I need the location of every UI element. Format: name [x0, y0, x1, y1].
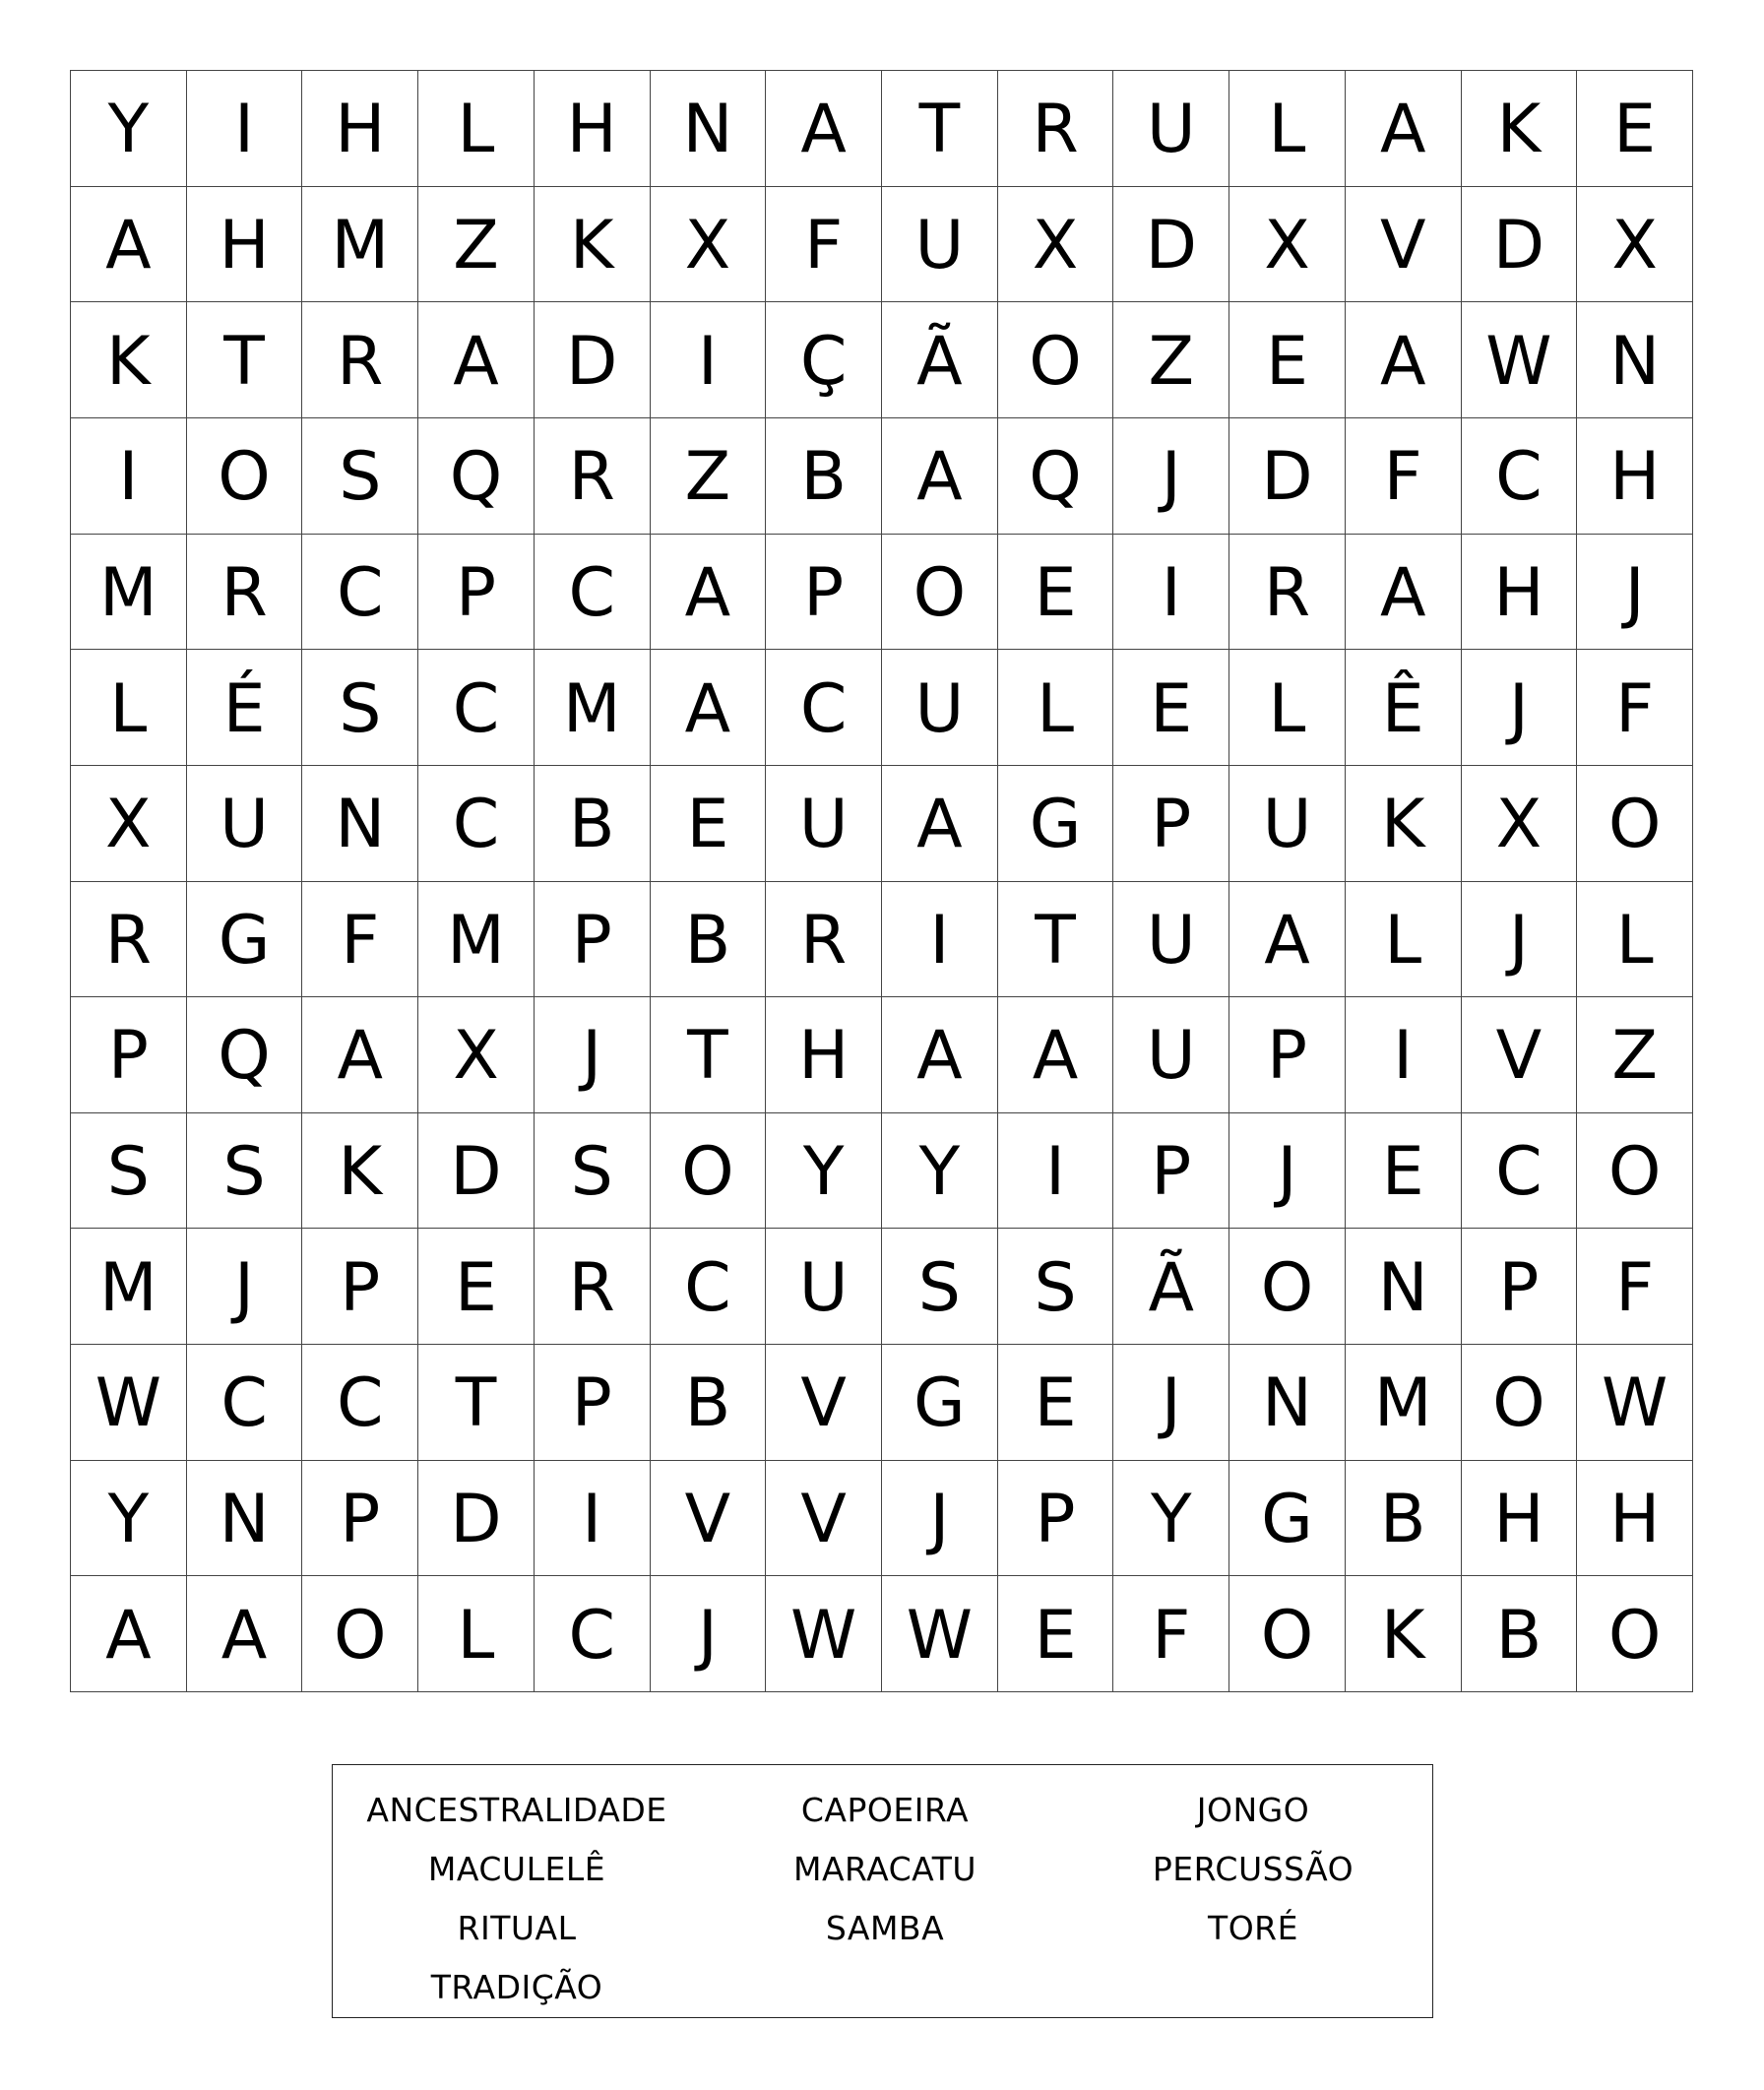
- grid-cell[interactable]: B: [535, 766, 651, 882]
- grid-cell[interactable]: R: [535, 1229, 651, 1345]
- grid-cell[interactable]: O: [1462, 1345, 1578, 1461]
- grid-cell[interactable]: C: [535, 1576, 651, 1692]
- grid-cell[interactable]: M: [1346, 1345, 1462, 1461]
- grid-cell[interactable]: X: [1577, 187, 1693, 303]
- grid-cell[interactable]: B: [651, 882, 767, 998]
- grid-cell[interactable]: P: [418, 535, 535, 651]
- grid-cell[interactable]: P: [535, 882, 651, 998]
- word-item: RITUAL: [457, 1909, 577, 1947]
- grid-cell[interactable]: Q: [187, 997, 303, 1113]
- grid-cell[interactable]: U: [187, 766, 303, 882]
- grid-cell[interactable]: W: [766, 1576, 882, 1692]
- grid-cell[interactable]: C: [1462, 1113, 1578, 1230]
- grid-cell[interactable]: A: [651, 535, 767, 651]
- grid-cell[interactable]: T: [651, 997, 767, 1113]
- grid-cell[interactable]: L: [418, 71, 535, 187]
- grid-cell[interactable]: B: [1346, 1461, 1462, 1577]
- grid-cell[interactable]: C: [766, 650, 882, 766]
- grid-cell[interactable]: C: [302, 1345, 418, 1461]
- grid-cell[interactable]: E: [998, 1345, 1114, 1461]
- grid-cell[interactable]: U: [1229, 766, 1346, 882]
- grid-cell[interactable]: N: [651, 71, 767, 187]
- grid-cell[interactable]: I: [882, 882, 998, 998]
- grid-cell[interactable]: X: [998, 187, 1114, 303]
- grid-cell[interactable]: U: [882, 187, 998, 303]
- grid-cell[interactable]: C: [302, 535, 418, 651]
- grid-cell[interactable]: O: [998, 302, 1114, 418]
- grid-cell[interactable]: O: [882, 535, 998, 651]
- grid-cell[interactable]: V: [651, 1461, 767, 1577]
- grid-cell[interactable]: Q: [998, 418, 1114, 535]
- grid-cell[interactable]: E: [651, 766, 767, 882]
- grid-cell[interactable]: B: [1462, 1576, 1578, 1692]
- word-item: PERCUSSÃO: [1152, 1850, 1354, 1888]
- word-item: TORÉ: [1208, 1909, 1298, 1947]
- grid-cell[interactable]: F: [1577, 650, 1693, 766]
- grid-cell[interactable]: C: [651, 1229, 767, 1345]
- grid-cell[interactable]: B: [766, 418, 882, 535]
- grid-cell[interactable]: H: [187, 187, 303, 303]
- grid-cell[interactable]: Z: [651, 418, 767, 535]
- grid-cell[interactable]: C: [418, 650, 535, 766]
- grid-cell[interactable]: V: [1346, 187, 1462, 303]
- grid-cell[interactable]: U: [766, 766, 882, 882]
- grid-cell[interactable]: E: [418, 1229, 535, 1345]
- grid-cell[interactable]: K: [71, 302, 187, 418]
- word-list-box: [332, 1764, 1433, 2018]
- grid-cell[interactable]: G: [882, 1345, 998, 1461]
- grid-cell[interactable]: O: [1229, 1229, 1346, 1345]
- word-item: CAPOEIRA: [800, 1791, 970, 1829]
- grid-cell[interactable]: J: [651, 1576, 767, 1692]
- grid-cell[interactable]: K: [1346, 1576, 1462, 1692]
- grid-cell[interactable]: A: [71, 187, 187, 303]
- grid-cell[interactable]: A: [766, 71, 882, 187]
- grid-cell[interactable]: N: [1577, 302, 1693, 418]
- grid-cell[interactable]: E: [1346, 1113, 1462, 1230]
- word-item: ANCESTRALIDADE: [366, 1791, 667, 1829]
- grid-cell[interactable]: D: [1462, 187, 1578, 303]
- grid-cell[interactable]: I: [187, 71, 303, 187]
- grid-cell[interactable]: J: [1462, 650, 1578, 766]
- grid-cell[interactable]: C: [1462, 418, 1578, 535]
- grid-cell[interactable]: S: [302, 418, 418, 535]
- grid-cell[interactable]: G: [998, 766, 1114, 882]
- grid-cell[interactable]: A: [1346, 71, 1462, 187]
- grid-cell[interactable]: S: [71, 1113, 187, 1230]
- grid-cell[interactable]: J: [187, 1229, 303, 1345]
- grid-cell[interactable]: K: [535, 187, 651, 303]
- grid-cell[interactable]: S: [302, 650, 418, 766]
- grid-cell[interactable]: T: [998, 882, 1114, 998]
- word-item: MARACATU: [793, 1850, 976, 1888]
- grid-cell[interactable]: A: [882, 766, 998, 882]
- grid-cell[interactable]: R: [187, 535, 303, 651]
- word-list: [333, 1781, 1432, 2017]
- word-item: JONGO: [1196, 1791, 1310, 1829]
- grid-cell[interactable]: Z: [1113, 302, 1229, 418]
- grid-cell[interactable]: Y: [1113, 1461, 1229, 1577]
- grid-cell[interactable]: I: [998, 1113, 1114, 1230]
- grid-cell[interactable]: A: [651, 650, 767, 766]
- grid-cell[interactable]: P: [302, 1461, 418, 1577]
- grid-cell[interactable]: J: [1229, 1113, 1346, 1230]
- grid-cell[interactable]: L: [1229, 650, 1346, 766]
- grid-cell[interactable]: U: [1113, 882, 1229, 998]
- grid-cell[interactable]: A: [418, 302, 535, 418]
- grid-cell[interactable]: P: [1229, 997, 1346, 1113]
- grid-cell[interactable]: N: [1229, 1345, 1346, 1461]
- grid-cell[interactable]: K: [1462, 71, 1578, 187]
- grid-cell[interactable]: G: [1229, 1461, 1346, 1577]
- grid-cell[interactable]: T: [882, 71, 998, 187]
- grid-cell[interactable]: J: [1113, 418, 1229, 535]
- grid-cell[interactable]: A: [302, 997, 418, 1113]
- word-item: SAMBA: [825, 1909, 945, 1947]
- grid-cell[interactable]: V: [766, 1345, 882, 1461]
- grid-cell[interactable]: J: [1577, 535, 1693, 651]
- grid-cell[interactable]: S: [187, 1113, 303, 1230]
- grid-cell[interactable]: P: [71, 997, 187, 1113]
- grid-cell[interactable]: I: [1113, 535, 1229, 651]
- grid-cell[interactable]: H: [1577, 1461, 1693, 1577]
- grid-cell[interactable]: O: [1577, 1113, 1693, 1230]
- grid-cell[interactable]: F: [1346, 418, 1462, 535]
- grid-cell[interactable]: H: [1577, 418, 1693, 535]
- grid-cell[interactable]: X: [418, 997, 535, 1113]
- grid-cell[interactable]: P: [766, 535, 882, 651]
- grid-cell[interactable]: I: [1346, 997, 1462, 1113]
- grid-cell[interactable]: P: [1113, 1113, 1229, 1230]
- grid-cell[interactable]: G: [187, 882, 303, 998]
- grid-cell[interactable]: X: [1229, 187, 1346, 303]
- grid-cell[interactable]: V: [1462, 997, 1578, 1113]
- grid-cell[interactable]: S: [882, 1229, 998, 1345]
- grid-cell[interactable]: O: [651, 1113, 767, 1230]
- grid-cell[interactable]: W: [1577, 1345, 1693, 1461]
- grid-cell[interactable]: M: [71, 1229, 187, 1345]
- grid-cell[interactable]: X: [651, 187, 767, 303]
- grid-cell[interactable]: N: [302, 766, 418, 882]
- grid-cell[interactable]: L: [1346, 882, 1462, 998]
- word-item: TRADIÇÃO: [430, 1968, 603, 2006]
- grid-cell[interactable]: R: [302, 302, 418, 418]
- grid-cell[interactable]: W: [71, 1345, 187, 1461]
- grid-cell[interactable]: U: [1113, 997, 1229, 1113]
- grid-cell[interactable]: D: [418, 1113, 535, 1230]
- grid-cell[interactable]: A: [998, 997, 1114, 1113]
- grid-cell[interactable]: D: [418, 1461, 535, 1577]
- grid-cell[interactable]: É: [187, 650, 303, 766]
- grid-cell[interactable]: S: [998, 1229, 1114, 1345]
- grid-cell[interactable]: W: [882, 1576, 998, 1692]
- grid-cell[interactable]: H: [1462, 1461, 1578, 1577]
- grid-cell[interactable]: Y: [766, 1113, 882, 1230]
- grid-cell[interactable]: R: [71, 882, 187, 998]
- grid-cell[interactable]: Z: [1577, 997, 1693, 1113]
- grid-cell[interactable]: K: [302, 1113, 418, 1230]
- grid-cell[interactable]: A: [1346, 302, 1462, 418]
- grid-cell[interactable]: X: [1462, 766, 1578, 882]
- grid-cell[interactable]: E: [1577, 71, 1693, 187]
- grid-cell[interactable]: Y: [71, 1461, 187, 1577]
- grid-cell[interactable]: I: [71, 418, 187, 535]
- word-item: MACULELÊ: [427, 1850, 606, 1888]
- grid-cell[interactable]: N: [1346, 1229, 1462, 1345]
- grid-cell[interactable]: T: [418, 1345, 535, 1461]
- grid-cell[interactable]: D: [1229, 418, 1346, 535]
- letter-grid: [70, 70, 1693, 1692]
- grid-cell[interactable]: P: [1113, 766, 1229, 882]
- grid-cell[interactable]: U: [1113, 71, 1229, 187]
- grid-cell[interactable]: Y: [882, 1113, 998, 1230]
- grid-cell[interactable]: K: [1346, 766, 1462, 882]
- grid-cell[interactable]: A: [187, 1576, 303, 1692]
- grid-cell[interactable]: J: [882, 1461, 998, 1577]
- grid-cell[interactable]: D: [1113, 187, 1229, 303]
- grid-cell[interactable]: I: [651, 302, 767, 418]
- grid-cell[interactable]: L: [998, 650, 1114, 766]
- grid-cell[interactable]: D: [535, 302, 651, 418]
- grid-cell[interactable]: O: [1577, 1576, 1693, 1692]
- grid-cell[interactable]: O: [302, 1576, 418, 1692]
- grid-cell[interactable]: A: [882, 418, 998, 535]
- grid-cell[interactable]: P: [302, 1229, 418, 1345]
- grid-cell[interactable]: J: [1113, 1345, 1229, 1461]
- grid-cell[interactable]: L: [71, 650, 187, 766]
- grid-cell[interactable]: A: [71, 1576, 187, 1692]
- grid-cell[interactable]: P: [998, 1461, 1114, 1577]
- grid-cell[interactable]: Ã: [882, 302, 998, 418]
- grid-cell[interactable]: L: [1229, 71, 1346, 187]
- grid-cell[interactable]: Q: [418, 418, 535, 535]
- grid-cell[interactable]: C: [535, 535, 651, 651]
- grid-cell[interactable]: Z: [418, 187, 535, 303]
- grid-cell[interactable]: H: [535, 71, 651, 187]
- grid-cell[interactable]: E: [998, 535, 1114, 651]
- grid-cell[interactable]: C: [418, 766, 535, 882]
- grid-cell[interactable]: L: [418, 1576, 535, 1692]
- grid-cell[interactable]: J: [535, 997, 651, 1113]
- grid-cell[interactable]: A: [882, 997, 998, 1113]
- grid-cell[interactable]: M: [535, 650, 651, 766]
- grid-cell[interactable]: P: [1462, 1229, 1578, 1345]
- grid-cell[interactable]: A: [1346, 535, 1462, 651]
- grid-cell[interactable]: H: [1462, 535, 1578, 651]
- grid-cell[interactable]: E: [1113, 650, 1229, 766]
- grid-cell[interactable]: R: [766, 882, 882, 998]
- grid-cell[interactable]: V: [766, 1461, 882, 1577]
- grid-cell[interactable]: O: [187, 418, 303, 535]
- grid-cell[interactable]: O: [1229, 1576, 1346, 1692]
- grid-cell[interactable]: F: [1577, 1229, 1693, 1345]
- grid-cell[interactable]: Ã: [1113, 1229, 1229, 1345]
- grid-cell[interactable]: A: [1229, 882, 1346, 998]
- grid-cell[interactable]: F: [302, 882, 418, 998]
- grid-cell[interactable]: R: [535, 418, 651, 535]
- grid-cell[interactable]: Ç: [766, 302, 882, 418]
- grid-cell[interactable]: O: [1577, 766, 1693, 882]
- grid-cell[interactable]: M: [71, 535, 187, 651]
- grid-cell[interactable]: N: [187, 1461, 303, 1577]
- grid-cell[interactable]: U: [882, 650, 998, 766]
- grid-cell[interactable]: Ê: [1346, 650, 1462, 766]
- grid-cell[interactable]: J: [1462, 882, 1578, 998]
- grid-cell[interactable]: M: [418, 882, 535, 998]
- grid-cell[interactable]: C: [187, 1345, 303, 1461]
- grid-cell[interactable]: L: [1577, 882, 1693, 998]
- grid-cell[interactable]: X: [71, 766, 187, 882]
- grid-cell[interactable]: T: [187, 302, 303, 418]
- grid-cell[interactable]: B: [651, 1345, 767, 1461]
- grid-cell[interactable]: E: [998, 1576, 1114, 1692]
- grid-cell[interactable]: H: [766, 997, 882, 1113]
- grid-cell[interactable]: U: [766, 1229, 882, 1345]
- grid-cell[interactable]: W: [1462, 302, 1578, 418]
- grid-cell[interactable]: F: [1113, 1576, 1229, 1692]
- grid-cell[interactable]: S: [535, 1113, 651, 1230]
- grid-cell[interactable]: H: [302, 71, 418, 187]
- grid-cell[interactable]: R: [1229, 535, 1346, 651]
- grid-cell[interactable]: F: [766, 187, 882, 303]
- grid-cell[interactable]: I: [535, 1461, 651, 1577]
- grid-cell[interactable]: P: [535, 1345, 651, 1461]
- grid-cell[interactable]: M: [302, 187, 418, 303]
- grid-cell[interactable]: Y: [71, 71, 187, 187]
- grid-cell[interactable]: R: [998, 71, 1114, 187]
- grid-cell[interactable]: E: [1229, 302, 1346, 418]
